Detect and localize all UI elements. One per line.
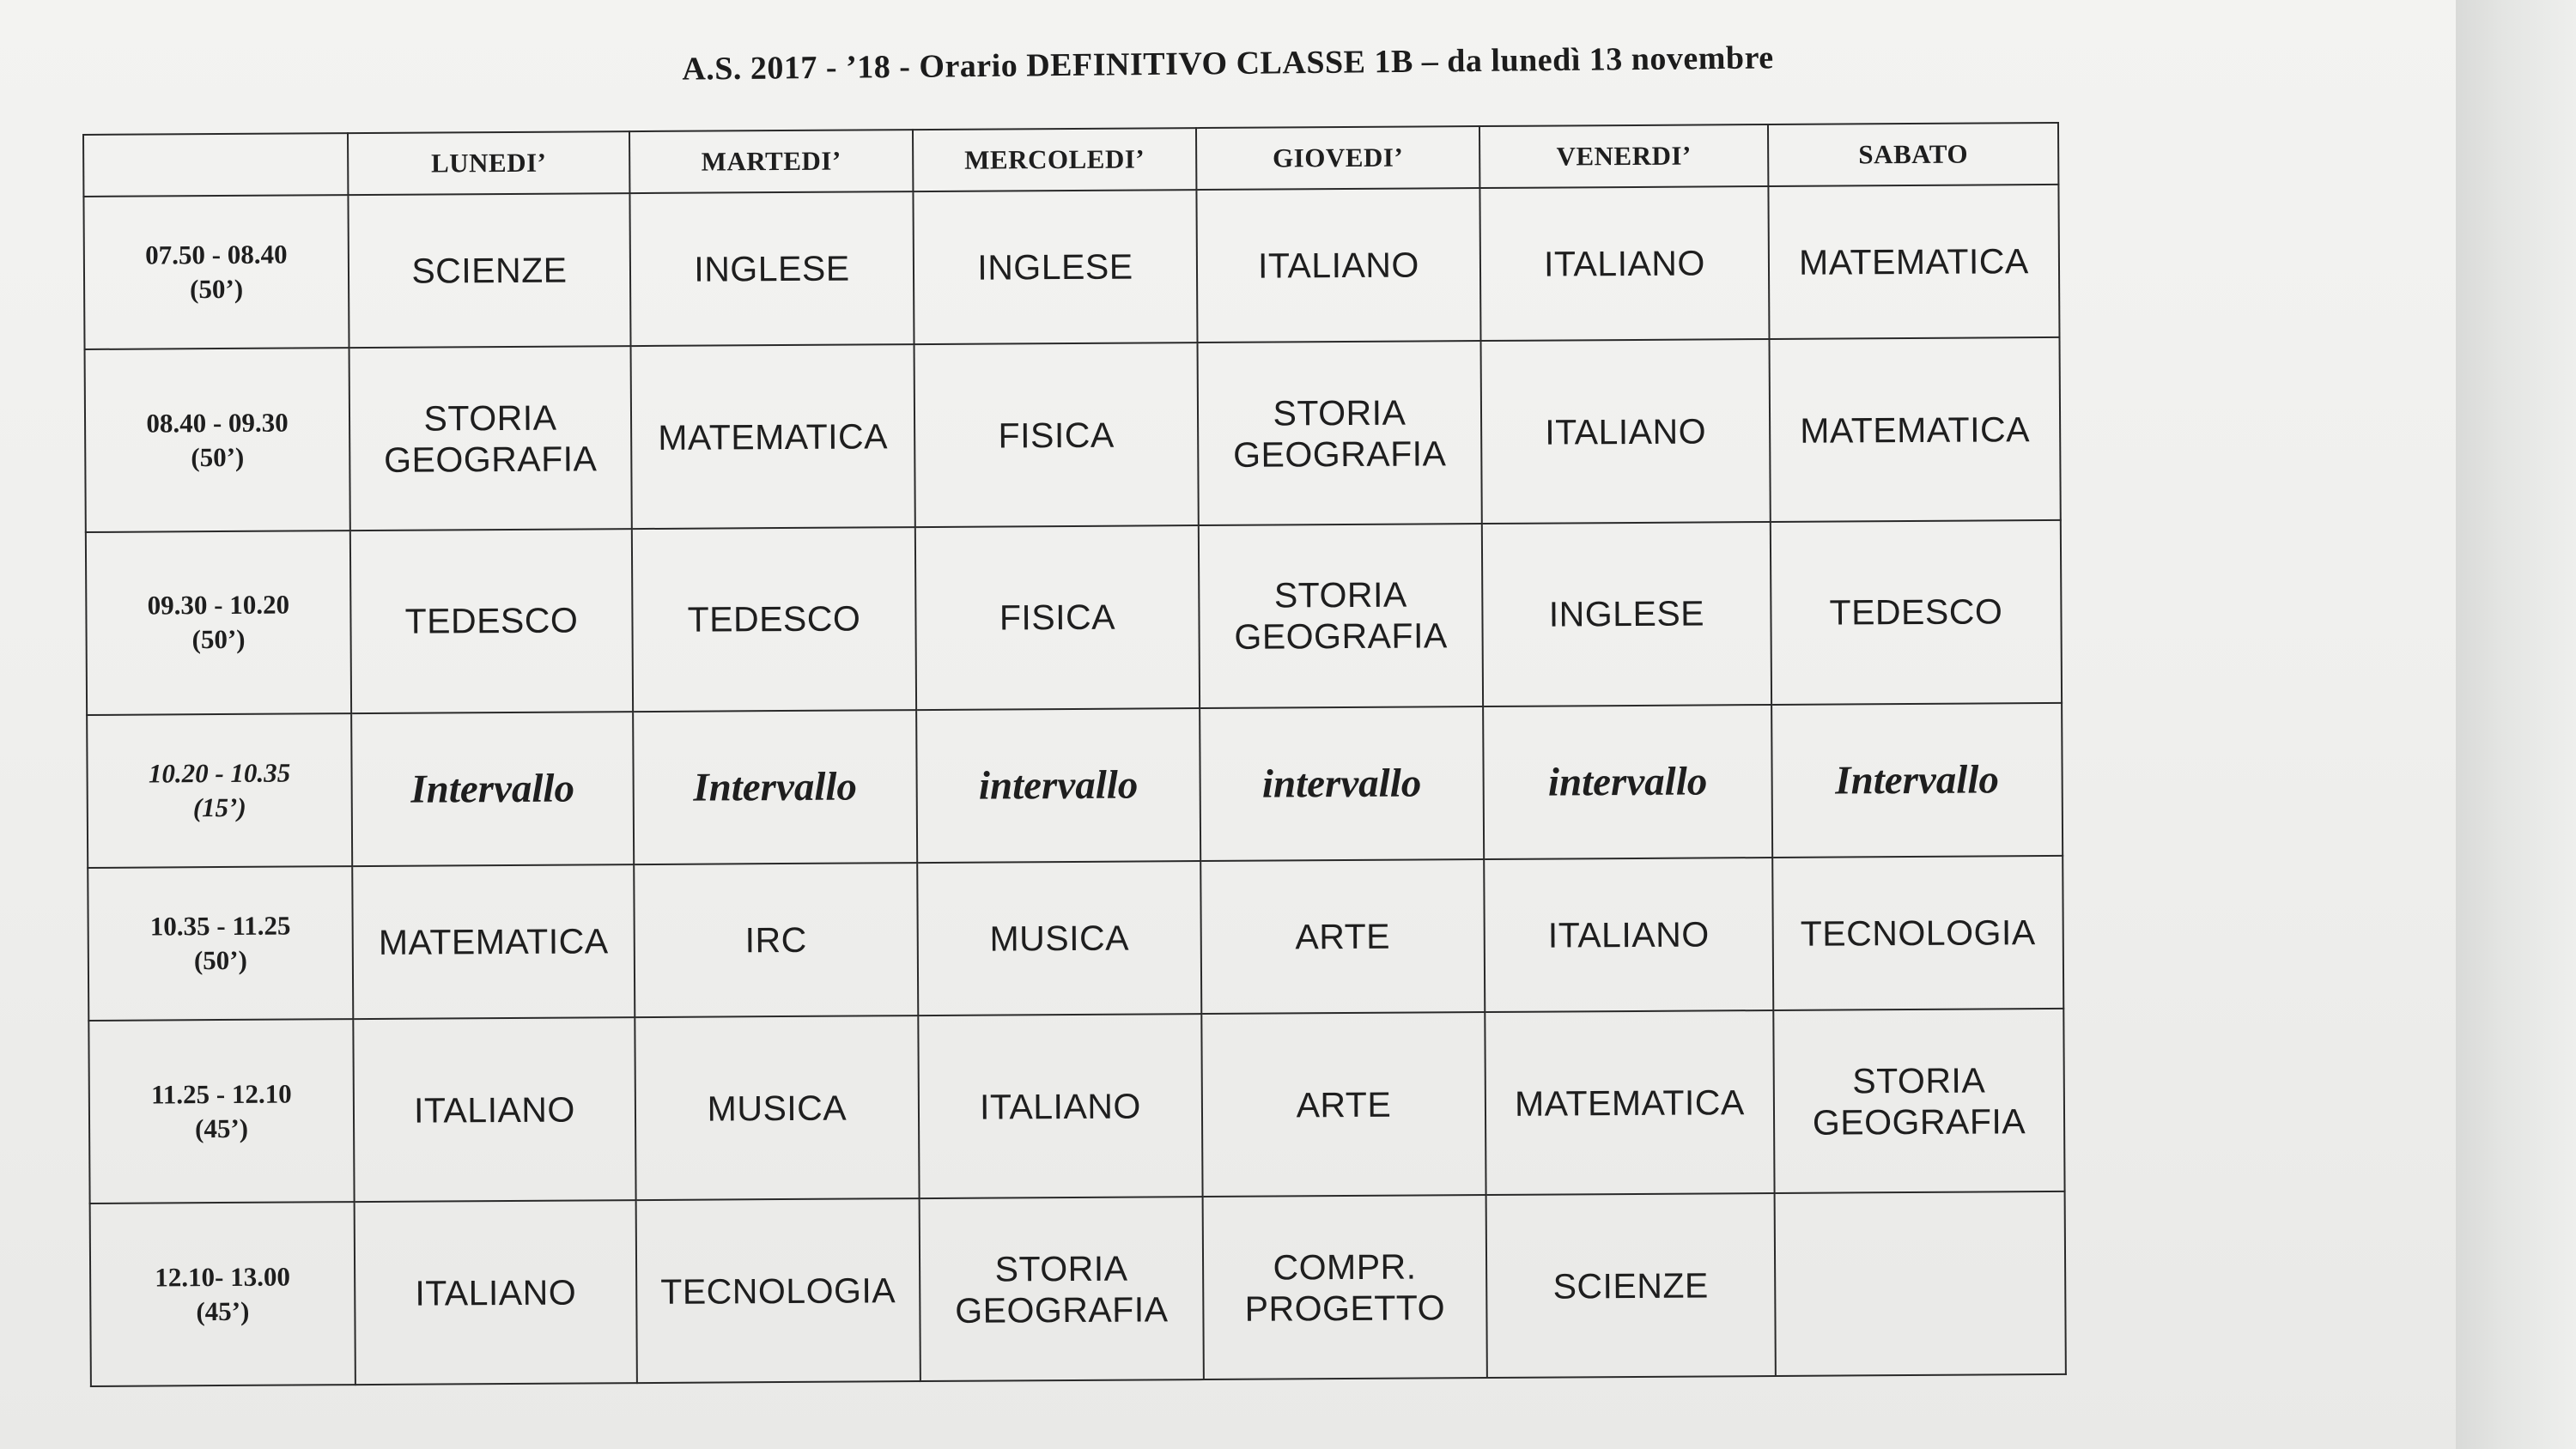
- break-cell: [1200, 706, 1484, 861]
- subject-name: ITALIANO: [1257, 245, 1419, 286]
- break-label: intervallo: [1547, 759, 1708, 805]
- subject-cell: [1196, 188, 1480, 343]
- subject-name: TEDESCO: [687, 598, 861, 640]
- day-header-saturday: SABATO: [1768, 123, 2058, 186]
- time-range: 08.40 - 09.30: [146, 407, 289, 439]
- subject-cell: [920, 1197, 1204, 1381]
- subject-cell: [355, 1200, 637, 1385]
- subject-cell: [636, 1198, 920, 1383]
- break-label: intervallo: [978, 762, 1139, 809]
- subject-cell: [1199, 524, 1483, 708]
- day-header-thursday: GIOVEDI’: [1196, 126, 1479, 190]
- time-slot-cell: [88, 1019, 354, 1203]
- subject-name: MATEMATICA: [658, 415, 889, 458]
- period-row: [88, 1009, 2064, 1203]
- subject-cell: [635, 1016, 919, 1200]
- subject-cell: [1200, 859, 1485, 1014]
- subject-name: INGLESE: [694, 248, 850, 289]
- subject-cell: [1198, 341, 1482, 525]
- subject-name: INGLESE: [1548, 593, 1705, 635]
- subject-name: IRC: [744, 919, 807, 961]
- subject-name: SCIENZE: [411, 250, 568, 291]
- subject-name: INGLESE: [977, 246, 1133, 288]
- subject-name: ITALIANO: [1543, 243, 1705, 284]
- subject-name: PROGETTO: [1244, 1287, 1446, 1329]
- time-range: 11.25 - 12.10: [150, 1078, 292, 1110]
- time-range: 09.30 - 10.20: [147, 589, 290, 621]
- subject-name: ITALIANO: [979, 1086, 1141, 1127]
- subject-name: TEDESCO: [1829, 591, 2003, 634]
- subject-cell: [915, 525, 1200, 710]
- subject-cell: [350, 529, 633, 713]
- timetable-body: [83, 185, 2065, 1386]
- period-duration: (50’): [191, 441, 245, 472]
- subject-cell: [1479, 186, 1769, 341]
- subject-name: COMPR.: [1273, 1246, 1417, 1288]
- break-cell: [1771, 703, 2063, 858]
- subject-cell: [1772, 856, 2063, 1010]
- subject-name: TECNOLOGIA: [1800, 912, 2036, 954]
- subject-cell: [353, 1017, 635, 1202]
- subject-name: TECNOLOGIA: [660, 1270, 896, 1312]
- day-header-wednesday: MERCOLEDI’: [913, 128, 1196, 191]
- subject-name: ARTE: [1296, 1084, 1392, 1125]
- subject-cell: [1482, 522, 1771, 706]
- break-label: intervallo: [1261, 761, 1422, 807]
- period-row: [85, 337, 2061, 532]
- subject-cell: [1203, 1195, 1487, 1379]
- subject-cell: [914, 343, 1199, 527]
- period-row: [83, 185, 2059, 349]
- subject-name: MATEMATICA: [378, 921, 609, 963]
- day-header-monday: LUNEDI’: [348, 131, 629, 195]
- break-cell: [916, 708, 1200, 863]
- time-slot-cell: [83, 195, 349, 349]
- period-row: [86, 520, 2062, 715]
- subject-cell: [913, 190, 1197, 344]
- corner-cell: [83, 133, 348, 197]
- background-surface: [2456, 0, 2576, 1449]
- time-range: 10.20 - 10.35: [148, 757, 291, 789]
- subject-name: MATEMATICA: [1798, 241, 2029, 282]
- subject-cell: [1201, 1012, 1485, 1197]
- subject-name: GEOGRAFIA: [1233, 433, 1447, 475]
- subject-cell: [917, 861, 1201, 1016]
- subject-cell: [1481, 339, 1771, 524]
- subject-name: MATEMATICA: [1800, 409, 2031, 451]
- subject-cell: [1769, 337, 2060, 522]
- subject-name: STORIA: [994, 1248, 1128, 1289]
- subject-cell: [632, 527, 916, 712]
- time-slot-cell: [87, 713, 352, 868]
- subject-name: FISICA: [998, 415, 1115, 456]
- subject-cell: [1484, 858, 1773, 1012]
- subject-name: GEOGRAFIA: [384, 438, 598, 480]
- subject-name: MUSICA: [989, 918, 1130, 959]
- document-title: A.S. 2017 - ’18 - Orario DEFINITIVO CLASSE 1B – da lunedì 13 novembre: [682, 39, 1774, 88]
- subject-cell: [634, 863, 918, 1017]
- subject-name: MATEMATICA: [1514, 1082, 1745, 1124]
- day-header-tuesday: MARTEDI’: [629, 130, 913, 193]
- time-range: 10.35 - 11.25: [149, 910, 291, 942]
- subject-name: ITALIANO: [1545, 411, 1707, 452]
- time-slot-cell: [88, 866, 353, 1021]
- subject-cell: [349, 346, 632, 530]
- subject-cell: [1485, 1010, 1774, 1195]
- period-row: [88, 856, 2063, 1021]
- subject-cell: [348, 193, 630, 348]
- break-cell: [633, 710, 917, 864]
- period-duration: (45’): [194, 1113, 249, 1143]
- subject-cell: [1773, 1009, 2064, 1193]
- subject-name: STORIA: [1852, 1060, 1986, 1101]
- subject-name: ARTE: [1295, 916, 1391, 957]
- subject-name: TEDESCO: [404, 600, 579, 642]
- subject-cell: [918, 1014, 1202, 1198]
- break-label: Intervallo: [1835, 757, 2000, 803]
- time-range: 07.50 - 08.40: [145, 239, 288, 270]
- subject-name: ITALIANO: [413, 1089, 575, 1131]
- subject-name: MUSICA: [707, 1088, 848, 1129]
- period-duration: (50’): [191, 624, 246, 655]
- subject-name: STORIA: [1273, 575, 1407, 615]
- break-cell: [1483, 705, 1772, 859]
- subject-name: STORIA: [423, 397, 557, 439]
- break-label: Intervallo: [410, 766, 575, 812]
- subject-cell: [1771, 520, 2062, 705]
- subject-name: SCIENZE: [1552, 1264, 1709, 1307]
- timetable: [82, 122, 2067, 1387]
- subject-cell: [1775, 1191, 2066, 1376]
- period-duration: (50’): [189, 273, 244, 305]
- subject-name: STORIA: [1273, 392, 1406, 433]
- period-row: [90, 1191, 2066, 1386]
- break-row: [87, 703, 2063, 868]
- period-duration: (15’): [192, 791, 246, 823]
- time-range: 12.10- 13.00: [155, 1261, 291, 1293]
- subject-name: GEOGRAFIA: [1812, 1100, 2026, 1143]
- subject-name: ITALIANO: [415, 1272, 577, 1313]
- time-slot-cell: [90, 1202, 355, 1386]
- time-slot-cell: [85, 348, 350, 532]
- subject-cell: [1768, 185, 2059, 339]
- subject-cell: [631, 344, 915, 529]
- time-slot-cell: [86, 530, 351, 715]
- subject-name: FISICA: [999, 597, 1116, 638]
- subject-cell: [629, 191, 914, 346]
- subject-name: GEOGRAFIA: [1234, 615, 1448, 658]
- subject-name: ITALIANO: [1547, 914, 1710, 955]
- subject-cell: [352, 864, 635, 1019]
- break-label: Intervallo: [693, 764, 858, 810]
- period-duration: (50’): [193, 944, 247, 976]
- period-duration: (45’): [196, 1295, 250, 1326]
- subject-name: GEOGRAFIA: [955, 1288, 1169, 1331]
- day-header-friday: VENERDI’: [1479, 124, 1768, 188]
- subject-cell: [1486, 1193, 1776, 1378]
- break-cell: [351, 712, 634, 866]
